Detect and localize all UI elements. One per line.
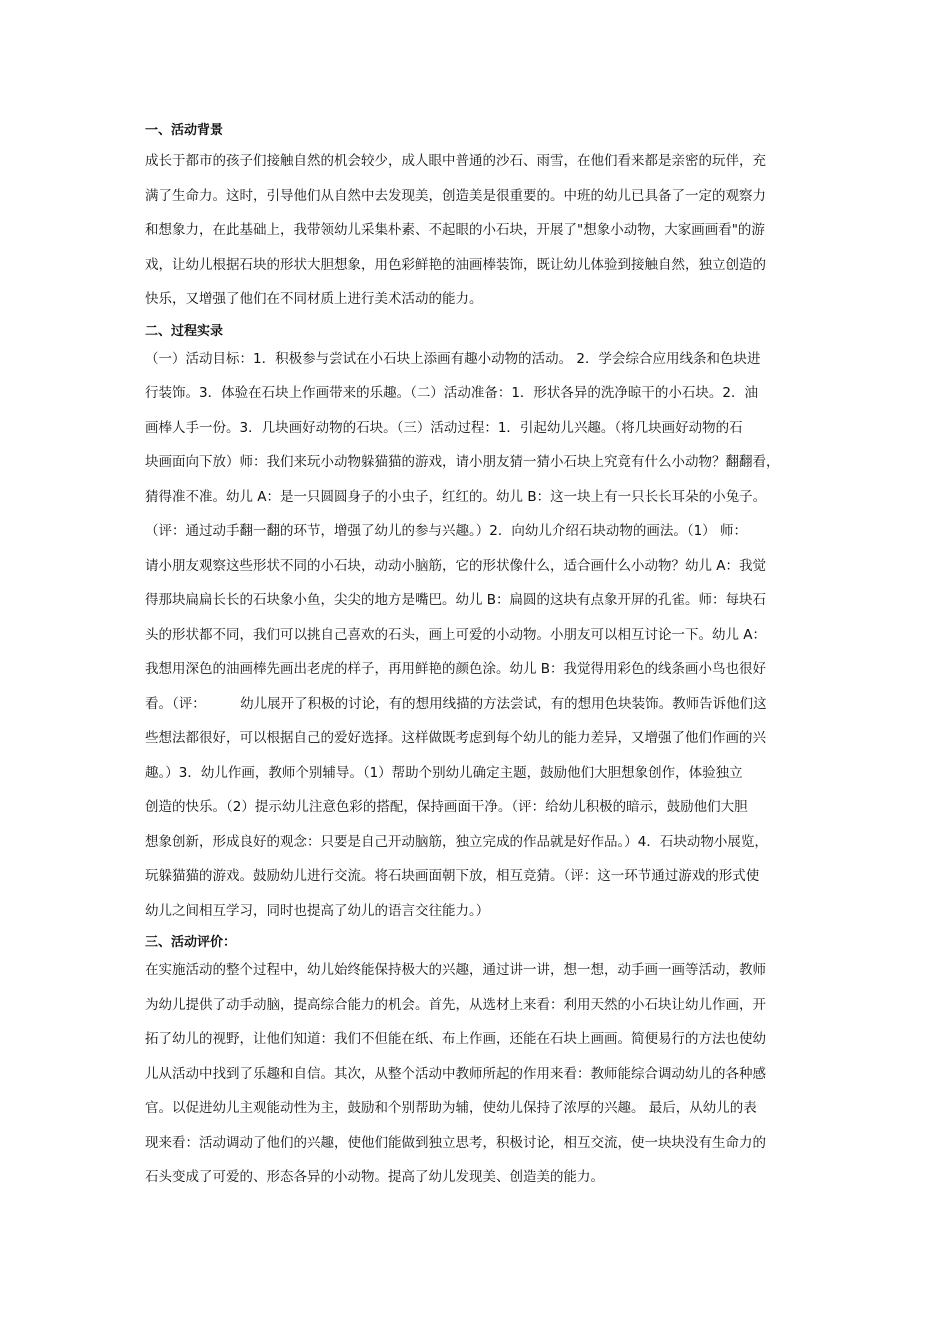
document-page bbox=[145, 122, 813, 1201]
section-background bbox=[145, 122, 813, 317]
text-line: 为幼儿提供了动手动脑，提高综合能力的机会。首先，从选材上来看：利用天然的小石块让幼儿作画，开 bbox=[145, 996, 766, 1013]
text-line: 和想象力，在此基础上，我带领幼儿采集朴素、不起眼的小石块，开展了"想象小动物，大家画画看"的游 bbox=[145, 222, 765, 238]
text-line: 行装饰。3．体验在石块上作画带来的乐趣。（二）活动准备：1．形状各异的洗净晾干的小石块。2．油 bbox=[145, 385, 759, 401]
text-line: 成长于都市的孩子们接触自然的机会较少，成人眼中普通的沙石、雨雪，在他们看来都是亲密的玩伴，充 bbox=[145, 153, 766, 169]
text-line: （一）活动目标：1．积极参与尝试在小石块上添画有趣小动物的活动。 2．学会综合应用线条和色块进 bbox=[145, 350, 761, 367]
text-line: 满了生命力。这时，引导他们从自然中去发现美，创造美是很重要的。中班的幼儿已具备了一定的观察力 bbox=[145, 187, 766, 204]
text-line: 在实施活动的整个过程中，幼儿始终能保持极大的兴趣，通过讲一讲，想一想，动手画一画等活动，教师 bbox=[145, 962, 766, 978]
text-line: 猜得准不准。幼儿 A：是一只圆圆身子的小虫子，红红的。幼儿 B：这一块上有一只长长耳朵的小兔子。 bbox=[145, 488, 767, 505]
text-line: 些想法都很好，可以根据自己的爱好选择。这样做既考虑到每个幼儿的能力差异，又增强了他们作画的兴 bbox=[145, 730, 766, 746]
text-line: 现来看：活动调动了他们的兴趣，使他们能做到独立思考，积极讨论，相互交流，使一块块没有生命力的 bbox=[145, 1134, 766, 1151]
text-line: 趣。）3．幼儿作画，教师个别辅导。（1）帮助个别幼儿确定主题，鼓励他们大胆想象创作，体验独立 bbox=[145, 764, 743, 781]
text-line: 石头变成了可爱的、形态各异的小动物。提高了幼儿发现美、创造美的能力。 bbox=[145, 1169, 604, 1185]
section-heading: 二、过程实录 bbox=[145, 323, 224, 339]
text-line: 想象创新，形成良好的观念：只要是自己开动脑筋，独立完成的作品就是好作品。）4．石块动物小展览， bbox=[145, 833, 768, 850]
paragraph bbox=[145, 342, 813, 929]
text-line: （评：通过动手翻一翻的环节，增强了幼儿的参与兴趣。）2．向幼儿介绍石块动物的画法。（1） 师： bbox=[145, 523, 747, 539]
section-evaluation bbox=[145, 934, 813, 1195]
text-line: 官。以促进幼儿主观能动性为主，鼓励和个别帮助为辅，使幼儿保持了浓厚的兴趣。 最后，从幼儿的表 bbox=[145, 1100, 757, 1116]
text-line: 儿从活动中找到了乐趣和自信。其次，从整个活动中教师所起的作用来看：教师能综合调动幼儿的各种感 bbox=[145, 1065, 766, 1082]
text-line: 得那块扁扁长长的石块象小鱼，尖尖的地方是嘴巴。幼儿 B：扁圆的这块有点象开屏的孔雀。师：每块石 bbox=[145, 592, 767, 608]
text-line: 头的形状都不同，我们可以挑自己喜欢的石头，画上可爱的小动物。小朋友可以相互讨论一下。幼儿 A： bbox=[145, 626, 767, 643]
text-line: 戏，让幼儿根据石块的形状大胆想象，用色彩鲜艳的油画棒装饰，既让幼儿体验到接触自然，独立创造的 bbox=[145, 256, 766, 273]
text-line: 幼儿之间相互学习，同时也提高了幼儿的语言交往能力。） bbox=[145, 902, 490, 919]
text-line: 请小朋友观察这些形状不同的小石块，动动小脑筋，它的形状像什么，适合画什么小动物？幼儿 A：我觉 bbox=[145, 557, 767, 574]
text-line: 画棒人手一份。3．几块画好动物的石块。（三）活动过程：1．引起幼儿兴趣。（将几块画好动物的石 bbox=[145, 419, 743, 436]
paragraph bbox=[145, 953, 813, 1195]
text-line: 创造的快乐。（2）提示幼儿注意色彩的搭配，保持画面干净。（评：给幼儿积极的暗示，鼓励他们大胆 bbox=[145, 799, 748, 815]
text-line: 块画面向下放）师：我们来玩小动物躲猫猫的游戏，请小朋友猜一猜小石块上究竟有什么小动物？翻翻看， bbox=[145, 454, 780, 470]
section-heading: 一、活动背景 bbox=[145, 123, 224, 138]
text-line: 看。（评： 幼儿展开了积极的讨论，有的想用线描的方法尝试，有的想用色块装饰。教师告诉他们这 bbox=[145, 695, 767, 712]
section-heading: 三、活动评价： bbox=[145, 935, 237, 950]
paragraph bbox=[145, 144, 813, 317]
section-process bbox=[145, 323, 813, 929]
text-line: 玩躲猫猫的游戏。鼓励幼儿进行交流。将石块画面朝下放，相互竞猜。（评：这一环节通过游戏的形式使 bbox=[145, 868, 760, 884]
text-line: 我想用深色的油画棒先画出老虎的样子，再用鲜艳的颜色涂。幼儿 B：我觉得用彩色的线条画小鸟也很好 bbox=[145, 661, 767, 677]
text-line: 拓了幼儿的视野，让他们知道：我们不但能在纸、布上作画，还能在石块上画画。简便易行的方法也使幼 bbox=[145, 1031, 766, 1047]
text-line: 快乐，又增强了他们在不同材质上进行美术活动的能力。 bbox=[145, 291, 483, 307]
